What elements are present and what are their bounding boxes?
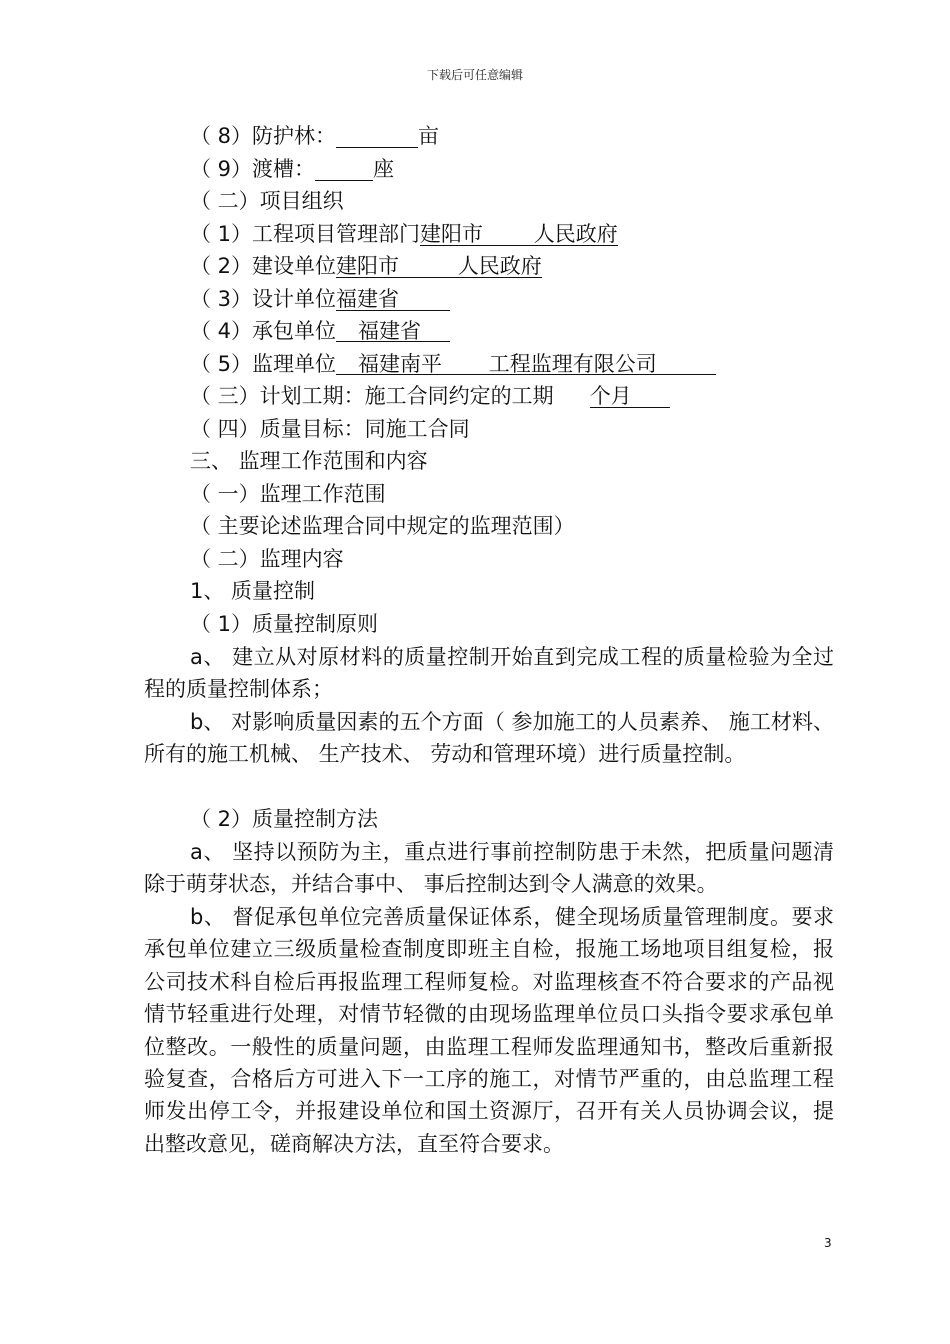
- section-project-organization: （ 二）项目组织: [190, 189, 344, 213]
- line-label: （ 5）监理单位: [190, 352, 337, 376]
- line-design-unit: [190, 283, 450, 315]
- line-planned-duration: [190, 380, 670, 412]
- line-label: （ 8）防护林：: [190, 124, 337, 148]
- page-header: 下载后可任意编辑: [426, 68, 523, 82]
- paragraph-method-b: b、 督促承包单位完善质量保证体系，健全现场质量管理制度。要求承包单位建立三级质量检查制度即班主自检，报施工场地项目组复检，报公司技术科自检后再报监理工程师复检。对监理核查不符合要求的产品视情节轻重进行处理，对情节轻微的由现场监理单位员口头指令要求承包单位整改。一般性的质量问题，由监理工程师发监理通知书，整改后重新报验复查，合格后方可进入下一工序的施工，对情节严重的，由总监理工程师发出停工令，并报建设单位和国土资源厅，召开有关人员协调会议，提出整改意见，磋商解决方法，直至符合要求。: [144, 905, 834, 1156]
- line-label: （ 4）承包单位: [190, 319, 337, 343]
- scope-note: （ 主要论述监理合同中规定的监理范围）: [190, 514, 575, 538]
- subsection-scope: （ 一）监理工作范围: [190, 482, 386, 506]
- paragraph-principle-b: b、 对影响质量因素的五个方面（ 参加施工的人员素养、 施工材料、 所有的施工机械、 生产技术、 劳动和管理环境）进行质量控制。: [144, 710, 834, 767]
- subsection-content: （ 二）监理内容: [190, 547, 344, 571]
- line-label: （ 1）工程项目管理部门: [190, 222, 421, 246]
- underlined-value: 建阳市 人民政府: [420, 222, 618, 246]
- paragraph-method-a: a、 坚持以预防为主，重点进行事前控制防患于未然，把质量问题清除于萌芽状态，并结合事中、 事后控制达到令人满意的效果。: [144, 840, 834, 897]
- underlined-value: 福建省: [336, 320, 450, 342]
- line-supervision-unit: [190, 348, 716, 380]
- line-label: （ 9）渡槽：: [190, 157, 316, 181]
- heading-quality-control: 1、 质量控制: [190, 579, 316, 603]
- paragraph-principle-a: a、 建立从对原材料的质量控制开始直到完成工程的质量检验为全过程的质量控制体系；: [144, 645, 834, 702]
- underlined-value: 个月: [590, 385, 670, 408]
- line-label: （ 三）计划工期：施工合同约定的工期: [190, 384, 554, 408]
- line-unit: 座: [373, 157, 395, 181]
- line-label: （ 2）建设单位: [190, 254, 337, 278]
- section-heading-3: 三、 监理工作范围和内容: [190, 449, 428, 473]
- line-aqueduct: [190, 153, 394, 185]
- fill-blank: [315, 158, 373, 181]
- underlined-value: 建阳市 人民政府: [336, 254, 542, 278]
- line-label: （ 3）设计单位: [190, 287, 337, 311]
- heading-quality-principles: （ 1）质量控制原则: [190, 612, 379, 636]
- line-protective-forest: [190, 120, 439, 152]
- line-contractor: [190, 315, 450, 347]
- line-management-dept: [190, 218, 618, 250]
- page-number: 3: [824, 1236, 832, 1250]
- underlined-value: 福建南平 工程监理有限公司: [336, 353, 716, 375]
- heading-quality-methods: （ 2）质量控制方法: [190, 807, 379, 831]
- line-unit: 亩: [418, 124, 440, 148]
- line-quality-target: （ 四）质量目标：同施工合同: [190, 417, 470, 441]
- underlined-value: 福建省: [336, 288, 450, 311]
- fill-blank: [336, 125, 418, 148]
- line-construction-unit: [190, 250, 542, 282]
